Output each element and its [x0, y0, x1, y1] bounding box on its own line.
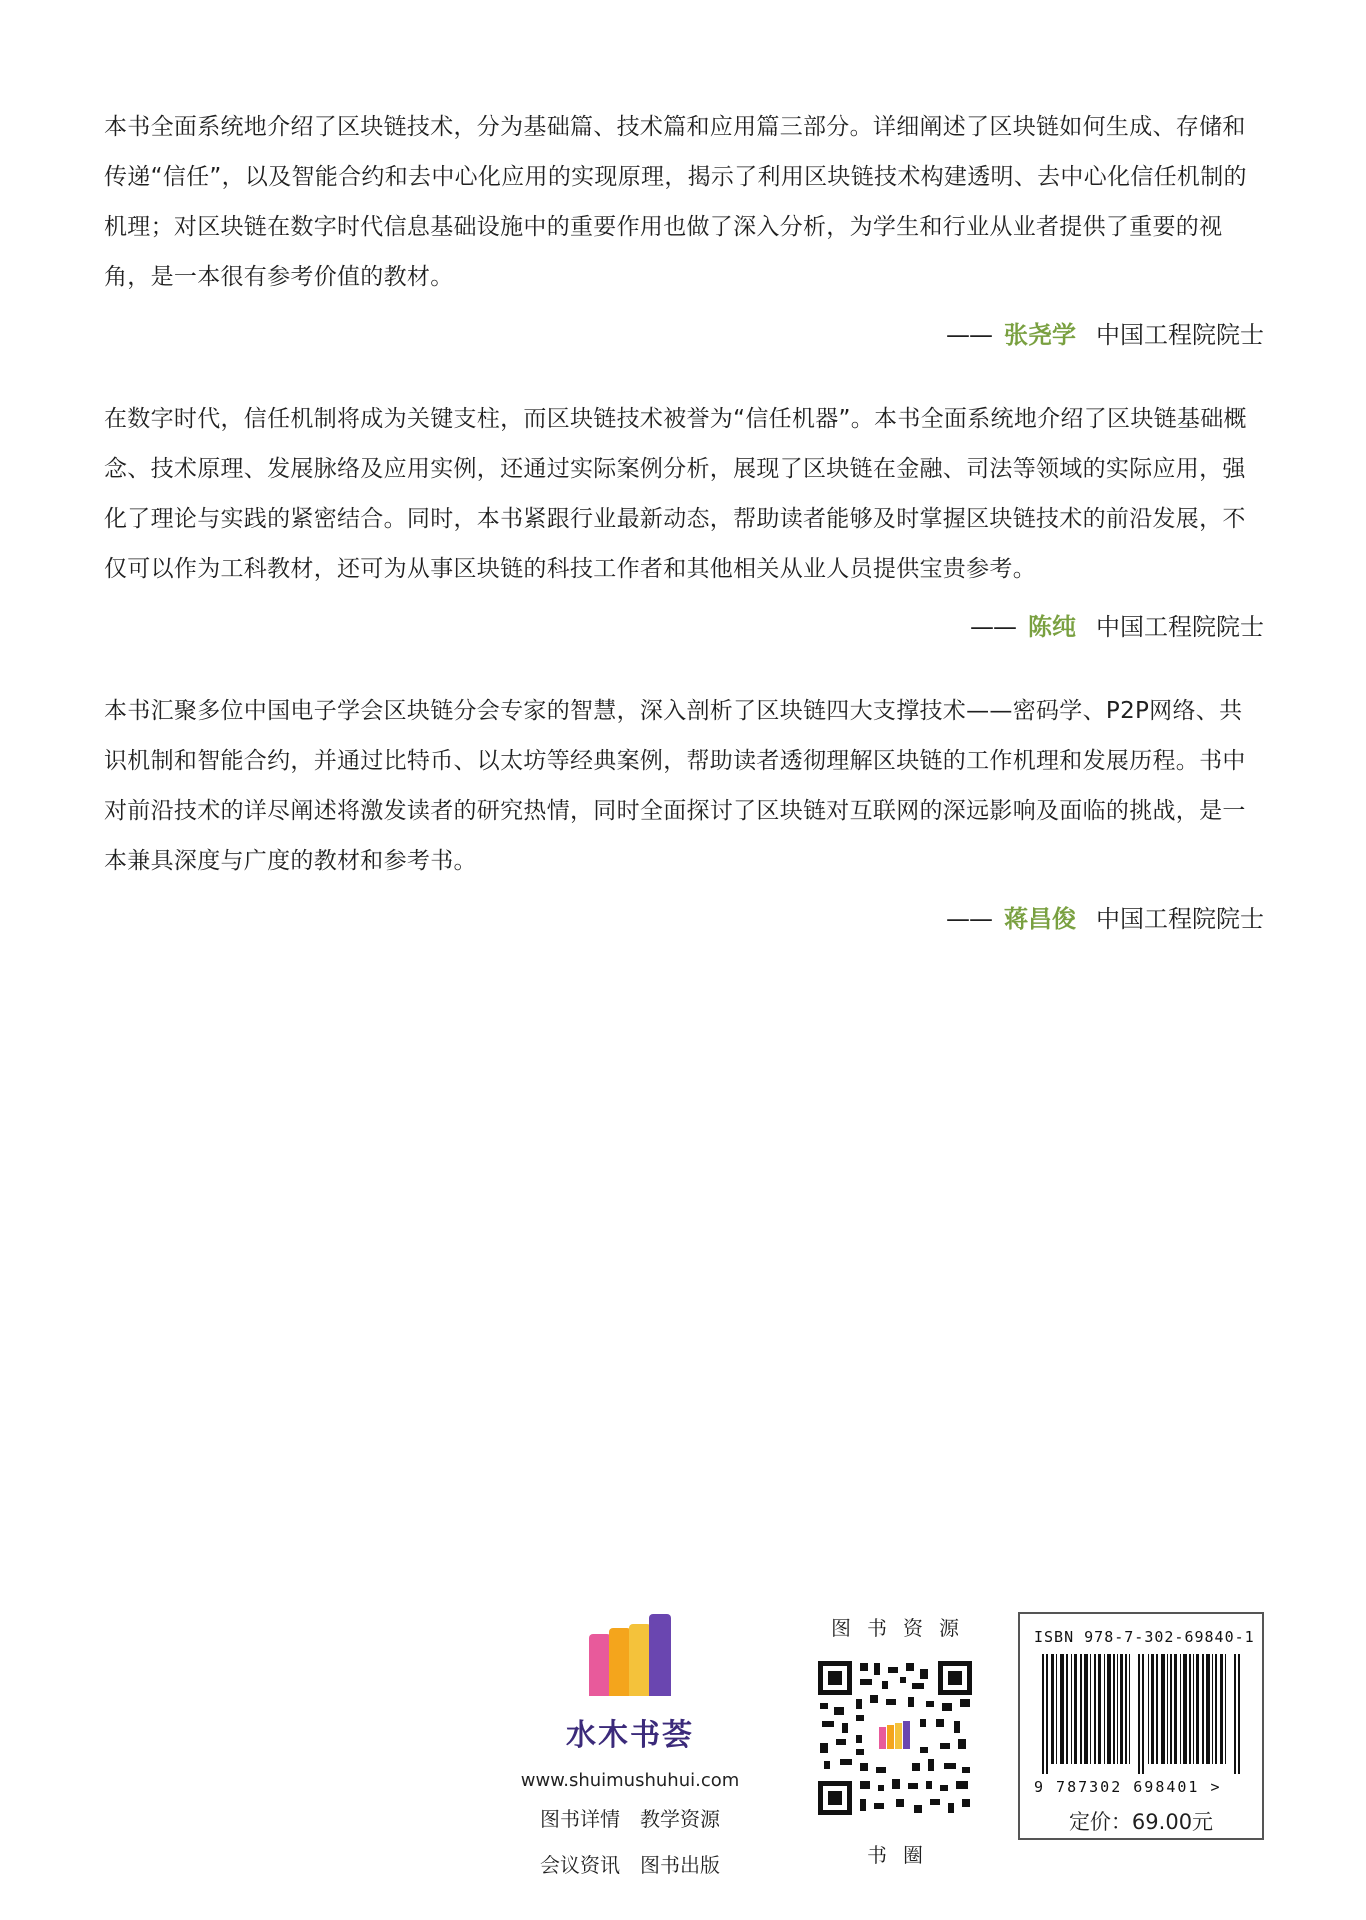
barcode-digits: 9 787302 698401 >: [1034, 1778, 1222, 1796]
endorsements: [104, 102, 1264, 944]
service-row-1: [500, 1801, 760, 1837]
attribution-dash: ——: [946, 321, 992, 349]
attribution-dash: ——: [970, 613, 1016, 641]
qr-block: [810, 1612, 980, 1868]
endorsement-text: 本书全面系统地介绍了区块链技术，分为基础篇、技术篇和应用篇三部分。详细阐述了区块链如何生成、存储和传递“信任”，以及智能合约和去中心化应用的实现原理，揭示了利用区块链技术构建透明、去中心化信任机制的机理；对区块链在数字时代信息基础设施中的重要作用也做了深入分析，为学生和行业从业者提供了重要的视角，是一本很有参考价值的教材。: [104, 114, 1247, 290]
service-item: 教学资源: [640, 1807, 720, 1831]
author-name: 张尧学: [1004, 321, 1076, 349]
service-item: 图书出版: [640, 1853, 720, 1877]
barcode-icon: [1042, 1654, 1242, 1774]
attribution: [104, 894, 1264, 944]
service-item: 会议资讯: [540, 1853, 620, 1877]
author-title: 中国工程院院士: [1096, 321, 1264, 349]
qr-bottom-caption: 书圈: [867, 1843, 939, 1867]
logo-bar-purple: [649, 1614, 671, 1696]
isbn-box: [1018, 1612, 1264, 1840]
logo-bar-yellow: [629, 1624, 651, 1696]
service-item: 图书详情: [540, 1807, 620, 1831]
price-label: 定价：69.00元: [1068, 1810, 1214, 1834]
publisher-name: 水木书荟: [566, 1718, 694, 1753]
author-title: 中国工程院院士: [1096, 905, 1264, 933]
logo-bar-pink: [589, 1634, 611, 1696]
attribution: [104, 602, 1264, 652]
publisher-url: www.shuimushuhui.com: [520, 1770, 740, 1791]
author-name: 蒋昌俊: [1004, 905, 1076, 933]
isbn-label: ISBN 978-7-302-69840-1: [1034, 1628, 1255, 1646]
endorsement-text: 在数字时代，信任机制将成为关键支柱，而区块链技术被誉为“信任机器”。本书全面系统地介绍了区块链基础概念、技术原理、发展脉络及应用实例，还通过实际案例分析，展现了区块链在金融、司法等领域的实际应用，强化了理论与实践的紧密结合。同时，本书紧跟行业最新动态，帮助读者能够及时掌握区块链技术的前沿发展，不仅可以作为工科教材，还可为从事区块链的科技工作者和其他相关从业人员提供宝贵参考。: [104, 406, 1247, 582]
author-title: 中国工程院院士: [1096, 613, 1264, 641]
qr-code-icon: [816, 1659, 974, 1817]
attribution: [104, 310, 1264, 360]
endorsement-1: [104, 102, 1264, 360]
endorsement-3: [104, 686, 1264, 944]
service-row-2: [500, 1847, 760, 1883]
endorsement-text: 本书汇聚多位中国电子学会区块链分会专家的智慧，深入剖析了区块链四大支撑技术——密码学、P2P网络、共识机制和智能合约，并通过比特币、以太坊等经典案例，帮助读者透彻理解区块链的工作机理和发展历程。书中对前沿技术的详尽阐述将激发读者的研究热情，同时全面探讨了区块链对互联网的深远影响及面临的挑战，是一本兼具深度与广度的教材和参考书。: [104, 698, 1246, 874]
publisher-block: [500, 1610, 760, 1883]
logo-bar-orange: [609, 1628, 631, 1696]
author-name: 陈纯: [1028, 613, 1076, 641]
endorsement-2: [104, 394, 1264, 652]
attribution-dash: ——: [946, 905, 992, 933]
qr-top-caption: 图书资源: [831, 1616, 975, 1640]
publisher-logo-icon: [589, 1610, 671, 1696]
